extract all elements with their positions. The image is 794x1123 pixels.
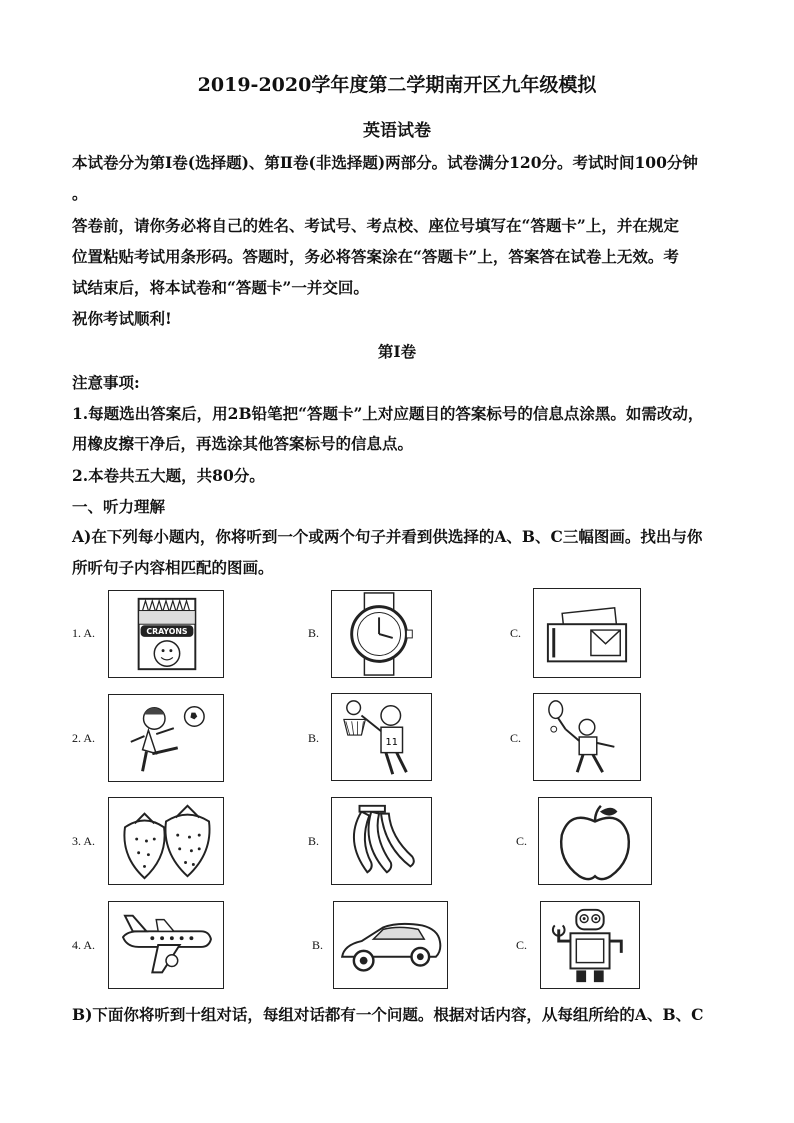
- q3-label-b: B.: [308, 834, 320, 848]
- q4-label-a: 4. A.: [72, 938, 96, 952]
- sports-car-image[interactable]: [333, 901, 448, 989]
- q1-label-c: C.: [510, 626, 522, 640]
- intro-line-4: 试结束后，将本试卷和“答题卡”一并交回。: [72, 278, 369, 297]
- part-b-line: B)下面你将听到十组对话，每组对话都有一个问题。根据对话内容，从每组所给的A、B、C: [72, 1005, 704, 1024]
- notice-2: 2.本卷共五大题，共80分。: [72, 466, 265, 485]
- wristwatch-image[interactable]: [331, 590, 432, 678]
- girl-playing-football-image[interactable]: [108, 694, 224, 782]
- q4-label-c: C.: [516, 938, 528, 952]
- q3-label-a: 3. A.: [72, 834, 96, 848]
- apple-image[interactable]: [538, 797, 652, 885]
- intro-line-1-cont: 。: [72, 184, 88, 203]
- part-a-line-2: 所听句子内容相匹配的图画。: [72, 558, 274, 577]
- notice-1b: 用橡皮擦干净后，再选涂其他答案标号的信息点。: [72, 434, 414, 453]
- exam-subtitle: 英语试卷: [363, 121, 431, 141]
- strawberries-image[interactable]: [108, 797, 224, 885]
- intro-line-5: 祝你考试顺利!: [72, 309, 172, 328]
- crayons-text: CRAYONS: [146, 627, 188, 636]
- q2-label-b: B.: [308, 731, 320, 745]
- intro-line-1: 本试卷分为第Ⅰ卷(选择题)、第Ⅱ卷(非选择题)两部分。试卷满分120分。考试时间100分钟: [72, 153, 698, 172]
- notice-1a: 1.每题选出答案后，用2B铅笔把“答题卡”上对应题目的答案标号的信息点涂黑。如需改动，: [72, 404, 704, 423]
- crayons-box-image[interactable]: [108, 590, 224, 678]
- part-a-line-1: A)在下列每小题内，你将听到一个或两个句子并看到供选择的A、B、C三幅图画。找出与你: [72, 527, 703, 546]
- notice-title: 注意事项:: [72, 373, 140, 392]
- boy-playing-basketball-image[interactable]: [331, 693, 432, 781]
- section-listening: 一、听力理解: [72, 497, 166, 516]
- q4-label-b: B.: [312, 938, 324, 952]
- intro-line-2: 答卷前，请你务必将自己的姓名、考试号、考点校、座位号填写在“答题卡”上，并在规定: [72, 216, 679, 235]
- airplane-image[interactable]: [108, 901, 224, 989]
- part1-heading: 第Ⅰ卷: [377, 342, 417, 361]
- q1-label-a: 1. A.: [72, 626, 96, 640]
- q2-label-c: C.: [510, 731, 522, 745]
- q1-label-b: B.: [308, 626, 320, 640]
- q2-label-a: 2. A.: [72, 731, 96, 745]
- svg-text:11: 11: [385, 736, 398, 748]
- bananas-image[interactable]: [331, 797, 432, 885]
- boy-playing-tennis-image[interactable]: [533, 693, 641, 781]
- intro-line-3: 位置粘贴考试用条形码。答题时，务必将答案涂在“答题卡”上，答案答在试卷上无效。考: [72, 247, 679, 266]
- exam-title: 2019-2020学年度第二学期南开区九年级模拟: [197, 74, 597, 96]
- robot-image[interactable]: [540, 901, 640, 989]
- q3-label-c: C.: [516, 834, 528, 848]
- wallet-image[interactable]: [533, 588, 641, 678]
